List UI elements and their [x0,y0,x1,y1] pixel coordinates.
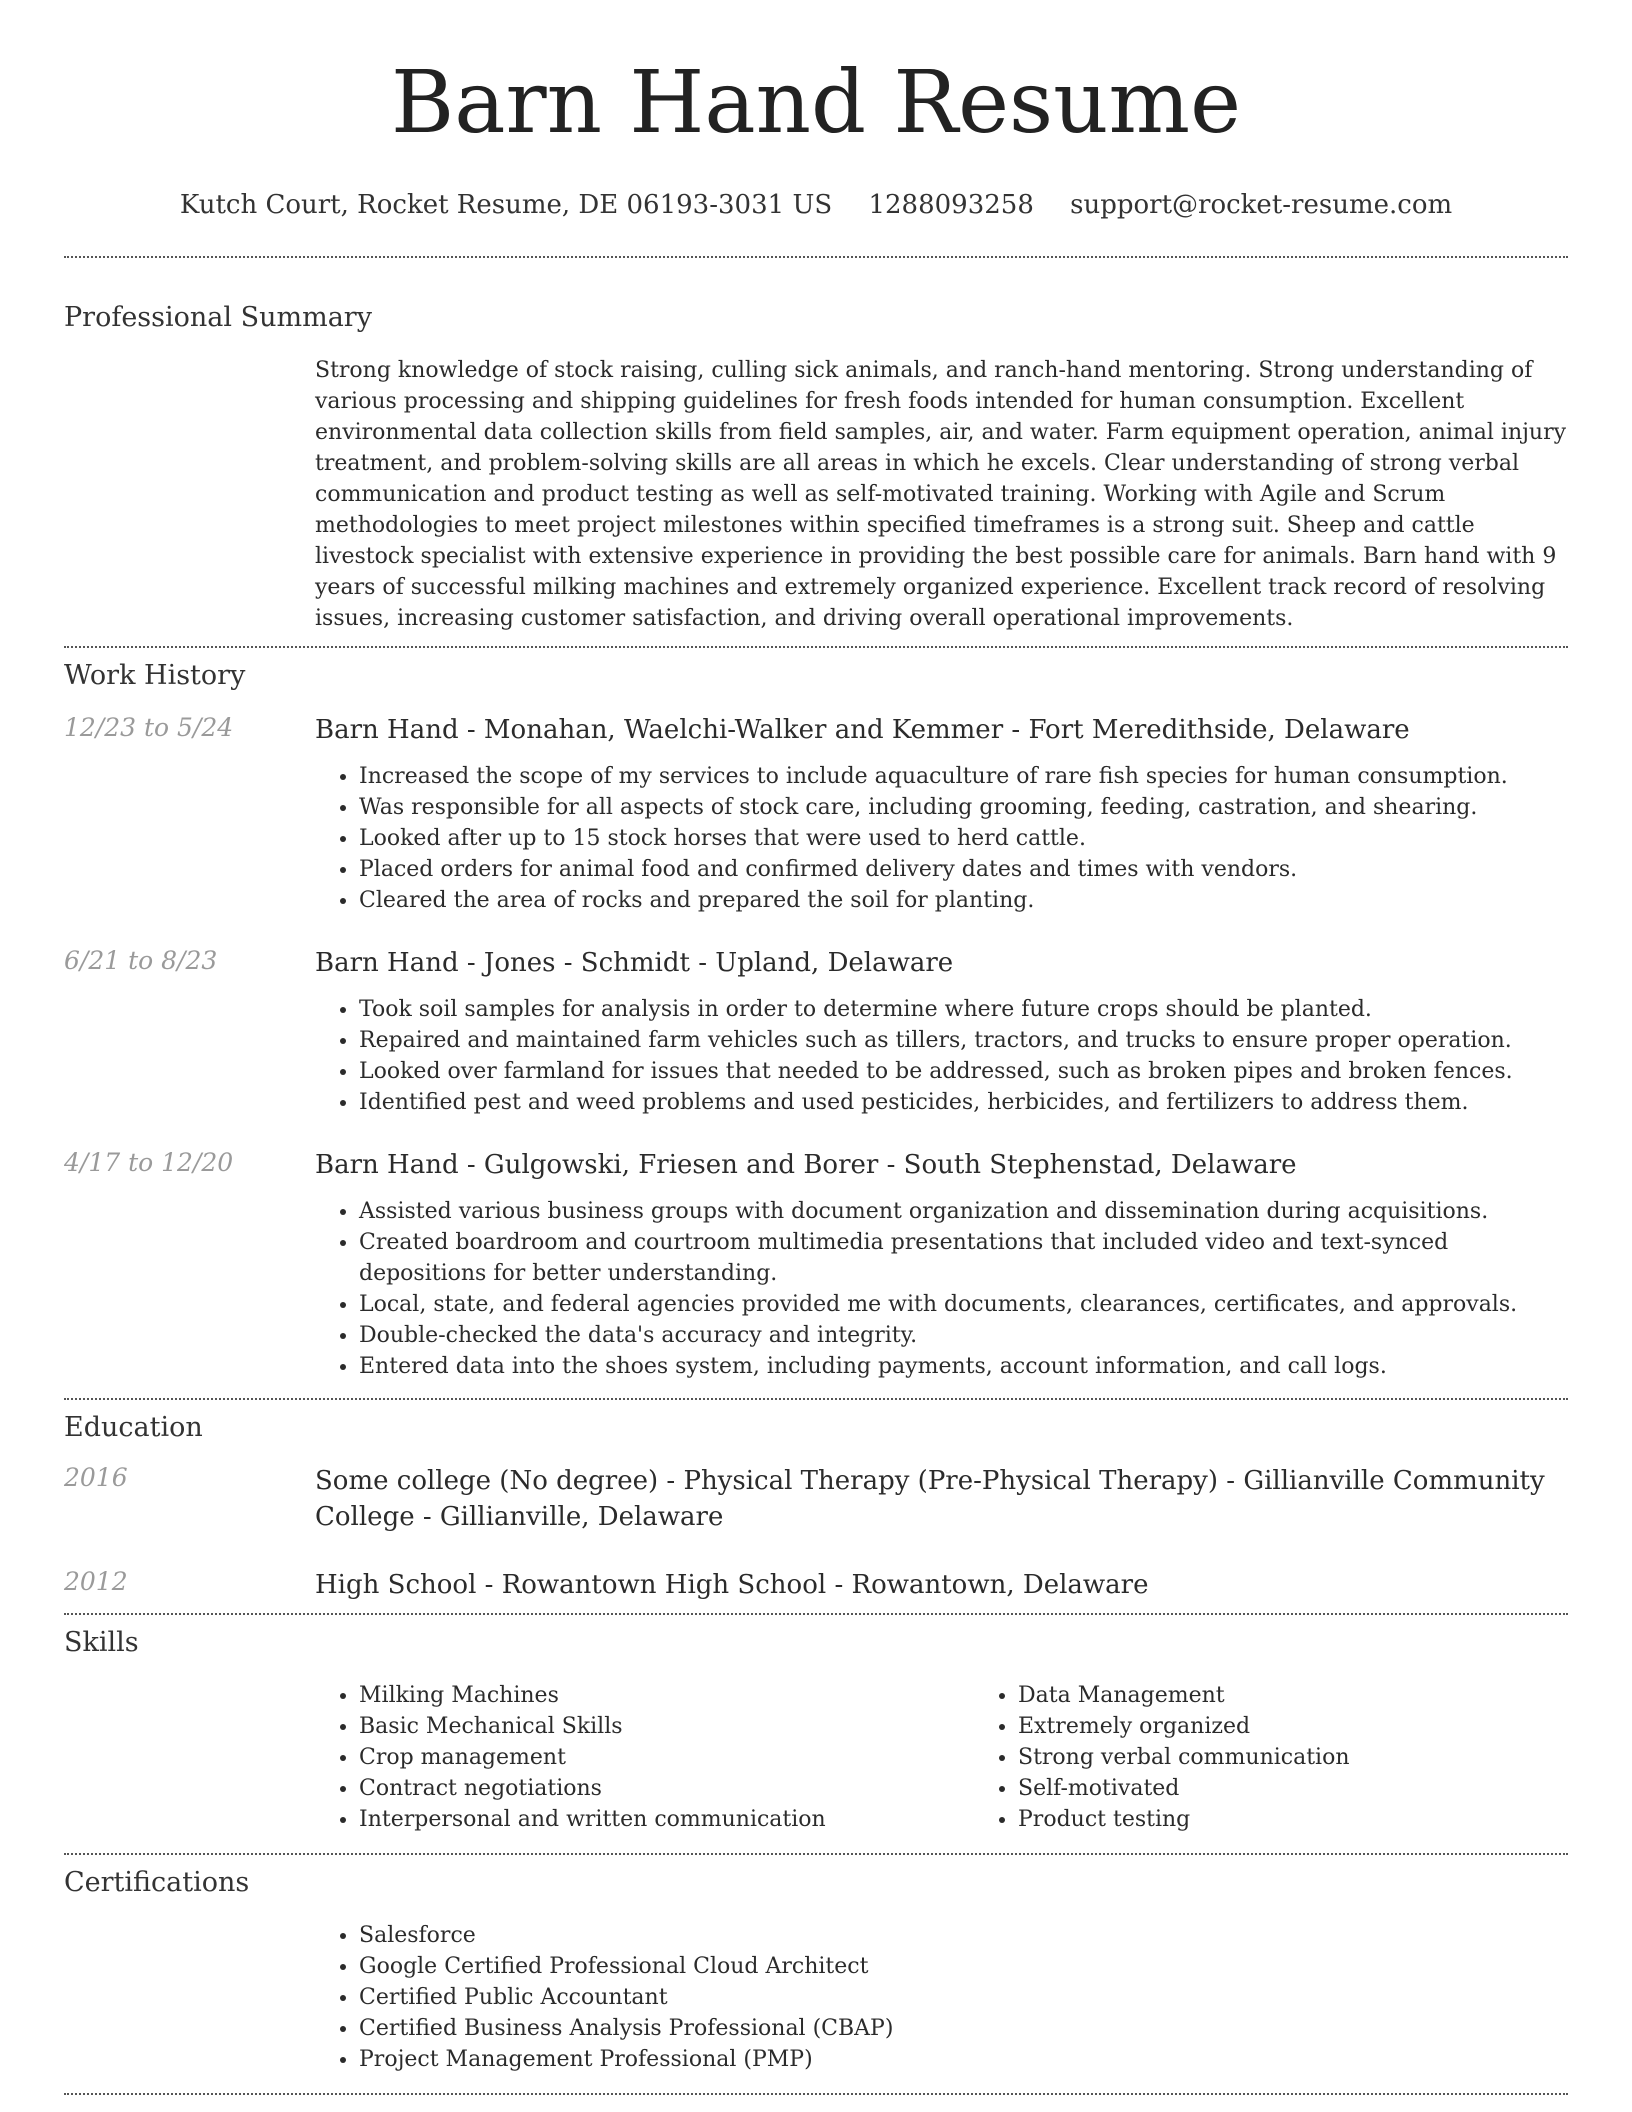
job-bullets [315,761,1568,916]
list-item: • Was responsible for all aspects of stock care, including grooming, feeding, castration, and shearing. [359,792,1568,823]
certifications-section [0,1855,1632,2075]
job-entry [64,946,1568,1118]
job-title: Barn Hand - Monahan, Waelchi-Walker and Kemmer - Fort Meredithside, Delaware [315,715,1410,745]
list-item: • Took soil samples for analysis in order to determine where future crops should be planted. [359,994,1568,1025]
section-heading: Work History [64,660,246,691]
education-section [0,1400,1632,1603]
education-title: Some college (No degree) - Physical Therapy (Pre-Physical Therapy) - Gillianville Community College - Gillianville, Delaware [315,1466,1545,1532]
list-item: • Looked after up to 15 stock horses that were used to herd cattle. [359,823,1568,854]
list-item: • Self-motivated [1018,1773,1632,1804]
skills-list-left [315,1680,974,1835]
divider [64,2093,1568,2095]
list-item: • Interpersonal and written communication [359,1804,974,1835]
list-item: • Contract negotiations [359,1773,974,1804]
job-title: Barn Hand - Jones - Schmidt - Upland, Delaware [315,948,954,978]
job-entry [64,1148,1568,1382]
job-bullets [315,1196,1568,1382]
list-item: • Strong verbal communication [1018,1742,1632,1773]
summary-text: Strong knowledge of stock raising, culling sick animals, and ranch-hand mentoring. Strong understanding of various processing and shipping guidelines for fresh foods intended for human consumption. Excellent environmental data collection skills from field samples, air, and water. Farm equipment operation, animal injury treatment, and problem-solving skills are all areas in which he excels. Clear understanding of strong verbal communication and product testing as well as self-motivated training. Working with Agile and Scrum methodologies to meet project milestones within specified timeframes is a strong suit. Sheep and cattle livestock specialist with extensive experience in providing the best possible care for animals. Barn hand with 9 years of successful milking machines and extremely organized experience. Excellent track record of resolving issues, increasing customer satisfaction, and driving overall operational improvements. [315,358,1567,631]
list-item: • Identified pest and weed problems and used pesticides, herbicides, and fertilizers to address them. [359,1087,1568,1118]
skills-list-right [974,1680,1632,1835]
education-year: 2016 [64,1463,128,1492]
job-bullets [315,994,1568,1118]
list-item: • Data Management [1018,1680,1632,1711]
list-item: • Google Certified Professional Cloud Architect [359,1951,1568,1982]
work-section [0,648,1632,1382]
page-title: Barn Hand Resume [391,53,1241,153]
list-item: • Assisted various business groups with document organization and dissemination during acquisitions. [359,1196,1568,1227]
list-item: • Certified Business Analysis Professional (CBAP) [359,2013,1568,2044]
education-year: 2012 [64,1567,128,1596]
job-dates: 12/23 to 5/24 [64,713,234,742]
contact-phone: 1288093258 [868,190,1034,220]
list-item: • Created boardroom and courtroom multimedia presentations that included video and text-synced depositions for better understanding. [359,1227,1568,1289]
list-item: • Cleared the area of rocks and prepared the soil for planting. [359,885,1568,916]
list-item: • Basic Mechanical Skills [359,1711,974,1742]
section-heading: Education [64,1412,203,1443]
certifications-list [315,1920,1568,2075]
skills-section [0,1615,1632,1835]
job-title: Barn Hand - Gulgowski, Friesen and Borer - South Stephenstad, Delaware [315,1150,1297,1180]
list-item: • Local, state, and federal agencies provided me with documents, clearances, certificates, and approvals. [359,1289,1568,1320]
contact-address: Kutch Court, Rocket Resume, DE 06193-3031 US [179,190,833,220]
list-item: • Repaired and maintained farm vehicles such as tillers, tractors, and trucks to ensure proper operation. [359,1025,1568,1056]
list-item: • Placed orders for animal food and confirmed delivery dates and times with vendors. [359,854,1568,885]
section-heading: Professional Summary [64,302,372,333]
resume-header [0,0,1632,222]
list-item: • Project Management Professional (PMP) [359,2044,1568,2075]
job-dates: 4/17 to 12/20 [64,1148,234,1177]
contact-email: support@rocket-resume.com [1070,190,1453,220]
list-item: • Double-checked the data's accuracy and integrity. [359,1320,1568,1351]
list-item: • Crop management [359,1742,974,1773]
contact-line [0,188,1632,222]
list-item: • Looked over farmland for issues that needed to be addressed, such as broken pipes and broken fences. [359,1056,1568,1087]
list-item: • Product testing [1018,1804,1632,1835]
section-heading: Certifications [64,1867,250,1898]
list-item: • Milking Machines [359,1680,974,1711]
summary-section [0,258,1632,634]
section-heading: Skills [64,1627,139,1658]
list-item: • Entered data into the shoes system, including payments, account information, and call logs. [359,1351,1568,1382]
list-item: • Increased the scope of my services to include aquaculture of rare fish species for human consumption. [359,761,1568,792]
education-entry [64,1463,1568,1535]
education-entry [64,1567,1568,1603]
list-item: • Extremely organized [1018,1711,1632,1742]
list-item: • Salesforce [359,1920,1568,1951]
education-title: High School - Rowantown High School - Rowantown, Delaware [315,1570,1149,1600]
list-item: • Certified Public Accountant [359,1982,1568,2013]
job-entry [64,713,1568,916]
job-dates: 6/21 to 8/23 [64,946,218,975]
